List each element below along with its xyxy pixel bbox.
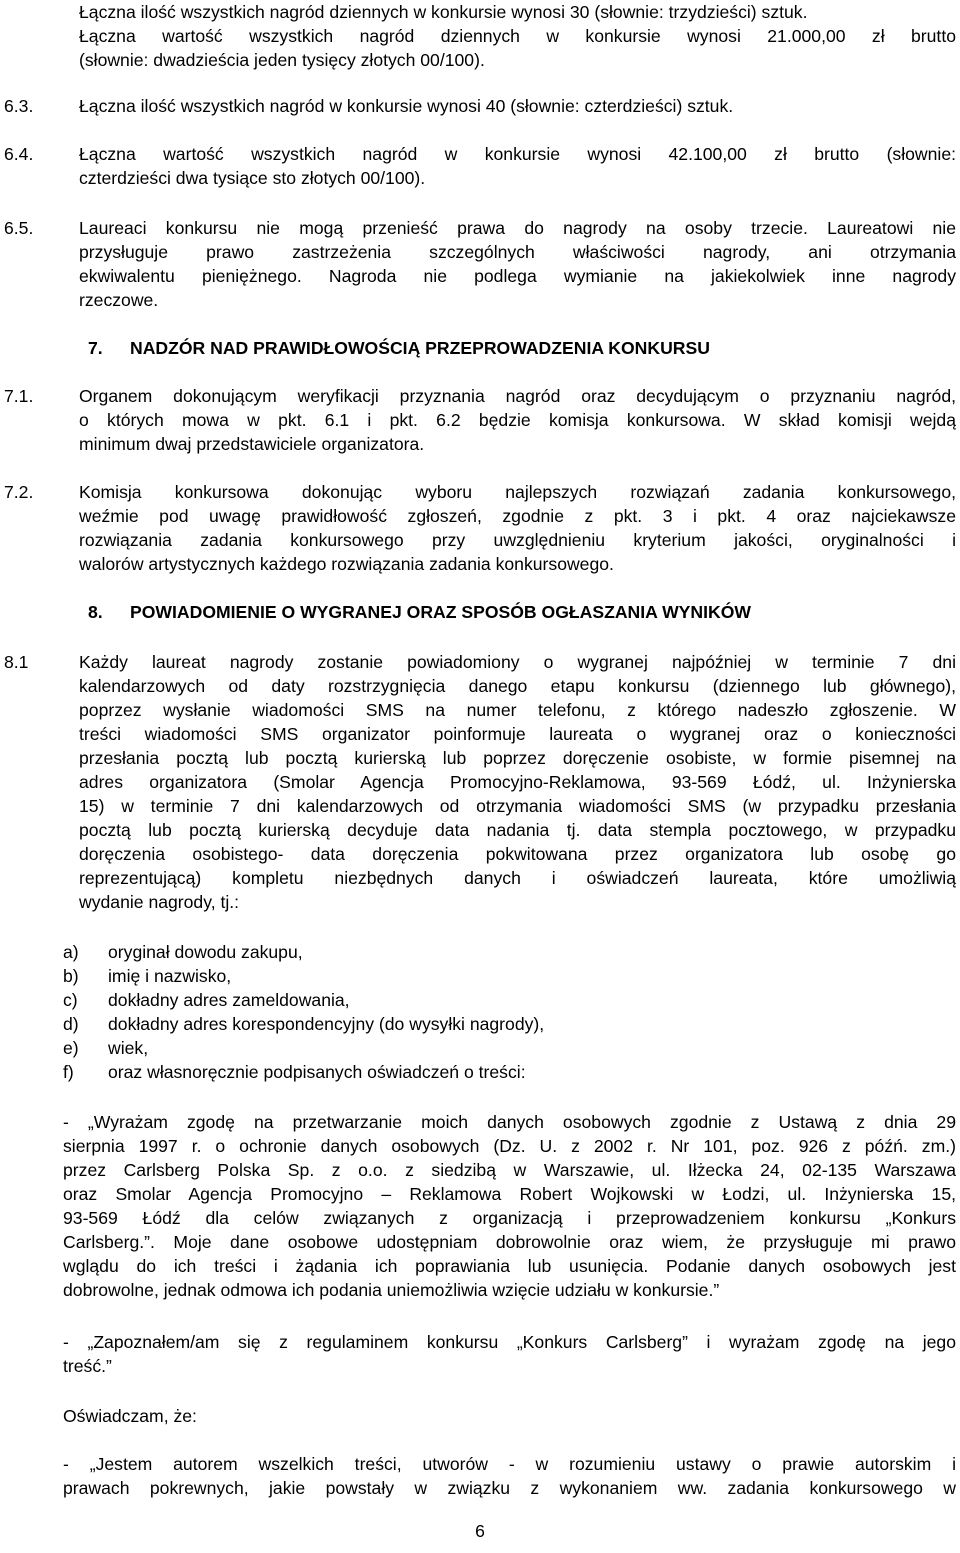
section-number: 6.5.	[4, 218, 34, 238]
section-number: 7.2.	[4, 482, 34, 502]
section-number: 6.3.	[4, 96, 34, 116]
page-number: 6	[475, 1521, 485, 1541]
section-number: 6.4.	[4, 144, 34, 164]
section-number: 7.1.	[4, 386, 34, 406]
section-text: Łączna ilość wszystkich nagród w konkursie wynosi 40 (słownie: czterdzieści) sztuk.	[79, 96, 734, 116]
document-page: Łączna ilość wszystkich nagród dziennych w konkursie wynosi 30 (słownie: trzydzieści) sztuk. Łączna wartość wszystkich nagród dziennych w konkursie wynosi 21.000,00 zł brutto (słownie: dwadzieścia jeden tysięcy złotych 00/100). 6.3. Łączna ilość wszystkich nagród w konkursie wynosi 40 (słownie: czterdzieści) sztuk. 6.4. Łączna wartość wszystkich nagród w konkursie wynosi 42.100,00 zł brutto (słownie: czterdzieści dwa tysiące sto złotych 00/100). 6.5. Laureaci konkursu nie mogą przenieść prawa do nagrody na osoby trzecie. Laureatowi nie przysługuje prawo zastrzeżenia szczególnych właściwości nagrody, ani otrzymania ekwiwalentu pieniężnego. Nagroda nie podlega wymianie na jakiekolwiek inne nagrody rzeczowe. 7. NADZÓR NAD PRAWIDŁOWOŚCIĄ PRZEPROWADZENIA KONKURSU 7.1. Organem dokonującym weryfikacji przyznania nagród oraz decydującym o przyznaniu nagród, o których mowa w pkt. 6.1 i pkt. 6.2 będzie komisja konkursowa. W skład komisji wejdą minimum dwaj przedstawiciele organizatora. 7.2. Komisja konkursowa dokonując wyboru najlepszych rozwiązań zadania konkursowego, weźmie pod uwagę prawidłowość zgłoszeń, zgodnie z pkt. 3 i pkt. 4 oraz najciekawsze rozwiązania zadania konkursowego przy uwzględnieniu kryterium jakości, oryginalności i walorów artystycznych każdego rozwiązania zadania konkursowego. 8. POWIADOMIENIE O WYGRANEJ ORAZ SPOSÓB OGŁASZANIA WYNIKÓW 8.1 Każdy laureat nagrody zostanie powiadomiony o wygranej najpóźniej w terminie 7 dni kalendarzowych od daty rozstrzygnięcia danego etapu konkursu (dziennego lub głównego), poprzez wysłanie wiadomości SMS na numer telefonu, z którego nadeszło zgłoszenie. W treści wiadomości SMS organizator poinformuje laureata o wygranej oraz o konieczności przesłania pocztą lub pocztą kurierską lub poprzez doręczenie osobiste, w formie pisemnej na adres organizatora (Smolar Agencja Promocyjno-Reklamowa, 93-569 Łódź, ul. Inżynierska 15) w terminie 7 dni kalendarzowych od otrzymania wiadomości SMS (w przypadku przesłania pocztą lub pocztą kurierską decyduje data nadania tj. data stempla pocztowego, w przypadku doręczenia osobistego- data doręczenia pokwitowana przez organizatora lub osobę go reprezentującą) kompletu niezbędnych danych i oświadczeń laureata, które umożliwią wydanie nagrody, tj.: a) oryginał dowodu zakupu, b) imię i nazwisko, c) dokładny adres zameldowania, d) dokładny adres korespondencyjny (do wysyłki nagrody), e) wiek, f) oraz własnoręcznie podpisanych oświadczeń o treści: - „Wyrażam zgodę na przetwarzanie moich danych osobowych zgodnie z Ustawą z dnia 29 sierpnia 1997 r. o ochronie danych osobowych (Dz. U. z 2002 r. Nr 101, poz. 926 z późń. zm.) przez Carlsberg Polska Sp. z o.o. z siedzibą w Warszawie, ul. Iłżecka 24, 02-135 Warszawa oraz Smolar Agencja Promocyjno – Reklamowa Robert Wojkowski w Łodzi, ul. Inżynierska 15, 93-569 Łódź dla celów związanych z organizacją i przeprowadzeniem konkursu „Konkurs Carlsberg.”. Moje dane osobowe udostępniam dobrowolnie oraz wiem, że przysługuje mi prawo wglądu do ich treści i żądania ich poprawiania lub usunięcia. Podanie danych osobowych jest dobrowolne, jednak odmowa ich podania uniemożliwia wzięcie udziału w konkursie.” - „Zapoznałem/am się z regulaminem konkursu „Konkurs Carlsberg” i wyrażam zgodę na jego treść.” Oświadczam, że: - „Jestem autorem wszelkich treści, utworów - w rozumieniu ustawy o prawie autorskim i prawach pokrewnych, jakie powstały w związku z wykonaniem ww. zadania konkursowego w 6	[0, 0, 960, 1553]
section-number: 8.1	[4, 652, 29, 672]
